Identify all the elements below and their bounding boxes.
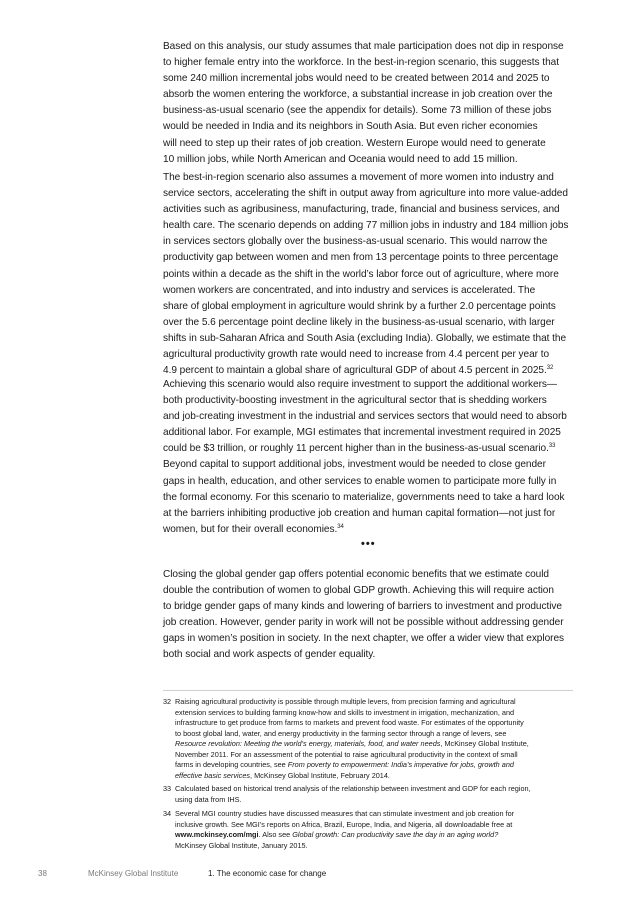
text-line: additional labor. For example, MGI estimates that incremental investment required in 2025 — [163, 427, 561, 439]
footnote-line: to boost global land, water, and energy productivity in the farming sector through a range of levers, see — [175, 728, 507, 738]
paragraph-4 — [163, 567, 573, 664]
footnote-reference[interactable]: 33 — [548, 443, 556, 450]
text-line: absorb the women entering the workforce, a substantial increase in job creation over the — [163, 89, 553, 101]
footnote-number: 32 — [163, 697, 172, 706]
text-line: The best-in-region scenario also assumes a movement of more women into industry and — [163, 172, 554, 183]
report-title: effective basic services — [175, 770, 251, 780]
report-title: Global growth: Can productivity save the day in an aging world? — [292, 830, 499, 839]
footnote-number: 33 — [163, 784, 172, 793]
text-line: could be $3 trillion, or roughly 11 percent higher than in the business-as-usual scenario.$^{33}$ — [163, 443, 556, 455]
text-line: 4.9 percent to maintain a global share of agricultural GDP of about 4.5 percent in 2025.32 — [163, 365, 554, 377]
text-line: 10 million jobs, while North American and Oceania would need to add 15 million. — [163, 153, 518, 165]
text-line: Closing the global gender gap offers potential economic benefits that we estimate could — [163, 569, 550, 580]
text-line: to bridge gender gaps of many kinds and lowering of barriers to investment and productive — [163, 601, 562, 613]
page-number: 38 — [38, 869, 47, 878]
text-line: shifts in sub-Saharan Africa and South Asia (excluding India). Globally, we estimate that the — [163, 332, 567, 344]
text-line: at the barriers inhibiting productive job creation and human capital formation—not just for — [163, 507, 556, 519]
footnote-line: Raising agricultural productivity is possible through multiple levers, from precision farming and agricultural — [175, 697, 516, 706]
text-line: the formal economy. For this scenario to materialize, governments need to take a hard look — [163, 491, 565, 503]
footnote-line — [175, 830, 573, 841]
text-line: business-as-usual scenario (see the appendix for details). Some 73 million of these jobs — [163, 105, 552, 117]
text-line: some 240 million incremental jobs would need to be created between 2014 and 2025 to — [163, 73, 550, 85]
chapter-title: 1. The economic case for change — [208, 869, 327, 878]
text-line: health care. The scenario depends on adding 77 million jobs in industry and 184 million jobs — [163, 220, 569, 232]
text-line: gaps in health, education, and other services to enable women to participate more fully in — [163, 475, 557, 487]
report-title: From poverty to empowerment: India’s imperative for jobs, growth and — [287, 760, 514, 769]
footnote-divider — [163, 690, 573, 691]
footnote-reference[interactable]: 32 — [546, 365, 554, 372]
footnote-line — [175, 771, 573, 782]
footnote-line: Calculated based on historical trend analysis of the relationship between investment and GDP for each region, — [175, 784, 531, 793]
text-line: agricultural productivity growth rate would need to increase from 4.4 percent per year to — [163, 349, 550, 361]
text-line: Beyond capital to support additional jobs, investment would be needed to close gender — [163, 459, 546, 471]
footnote-line: extension services to building farming know-how and skills to investment in irrigation, mechanization, and — [175, 707, 515, 717]
text-line: service sectors, accelerating the shift in output away from agriculture into more value-added — [163, 188, 568, 200]
footnote-line: McKinsey Global Institute, January 2015. — [175, 840, 308, 850]
footnote-reference[interactable]: 34 — [337, 523, 344, 530]
text-line: job creation. However, gender parity in work will not be possible without addressing gender — [163, 617, 564, 629]
report-title: Resource revolution: Meeting the world’s energy, materials, food, and water needs — [175, 739, 441, 748]
footnote-line — [175, 760, 573, 771]
text-line: activities such as agribusiness, manufacturing, trade, financial and business services, and — [163, 204, 560, 216]
paragraph-2 — [163, 170, 573, 379]
text-line: over the 5.6 percentage point decline likely in the business-as-usual scenario, with larger — [163, 316, 555, 328]
text-line: points within a decade as the shift in the world’s labor force out of agriculture, where more — [163, 268, 559, 280]
publisher-name: McKinsey Global Institute — [88, 869, 179, 878]
section-separator: ••• — [361, 538, 376, 550]
footnote-line: Several MGI country studies have discussed measures that can stimulate investment and job creation for — [175, 809, 515, 818]
footnote-text: . Also see — [258, 830, 293, 839]
paragraph-3 — [163, 377, 573, 538]
text-line: will need to step up their rates of job creation. Western Europe would need to generate — [163, 137, 546, 149]
paragraph-1 — [163, 39, 573, 168]
footnote-text: farms in developing countries, see — [175, 760, 288, 769]
mgi-url-link[interactable]: www.mckinsey.com/mgi — [175, 830, 259, 839]
footnote-text: , McKinsey Global Institute, — [440, 739, 529, 748]
footnote-line: inclusive growth. See MGI’s reports on Africa, Brazil, Europe, India, and Nigeria, all downloadable free at — [175, 819, 513, 829]
text-line: productivity gap between women and men from 13 percentage points to three percentage — [163, 252, 559, 264]
text-line: in services sectors globally over the business-as-usual scenario. This would narrow the — [163, 236, 548, 248]
text-line: and job-creating investment in the industrial and services sectors that would need to absorb — [163, 411, 567, 423]
text-line: share of global employment in agriculture would shrink by a further 2.0 percentage points — [163, 300, 556, 312]
text-line: would be needed in India and its neighbors in South Asia. But even richer economies — [163, 121, 538, 133]
footnote-number: 34 — [163, 809, 172, 818]
footnote-text: , McKinsey Global Institute, February 2014. — [250, 770, 390, 780]
text-line: Achieving this scenario would also require investment to support the additional workers— — [163, 379, 557, 390]
text-line: Based on this analysis, our study assumes that male participation does not dip in response — [163, 41, 564, 52]
text-line: both social and work aspects of gender equality. — [163, 649, 376, 661]
text-line: both productivity-boosting investment in the agricultural sector that is shedding workers — [163, 395, 547, 407]
footnote-line — [175, 739, 573, 750]
footnote-line: infrastructure to get produce from farms to markets and prevent food waste. For estimates of the opportunity — [175, 718, 524, 727]
text-line: women, but for their overall economies.$^{34}$ — [163, 523, 344, 535]
footnote-line: using data from IHS. — [175, 794, 242, 804]
text-line: to higher female entry into the workforce. In the best-in-region scenario, this suggests that — [163, 57, 559, 69]
text-line: gaps in women’s position in society. In the next chapter, we offer a wider view that explores — [163, 633, 565, 645]
text-line: double the contribution of women to global GDP growth. Achieving this will require action — [163, 585, 554, 597]
footnote-line: November 2011. For an assessment of the potential to raise agricultural productivity in the context of small — [175, 749, 518, 759]
text-line: women workers are concentrated, and into industry and services is accelerated. The — [163, 284, 536, 296]
